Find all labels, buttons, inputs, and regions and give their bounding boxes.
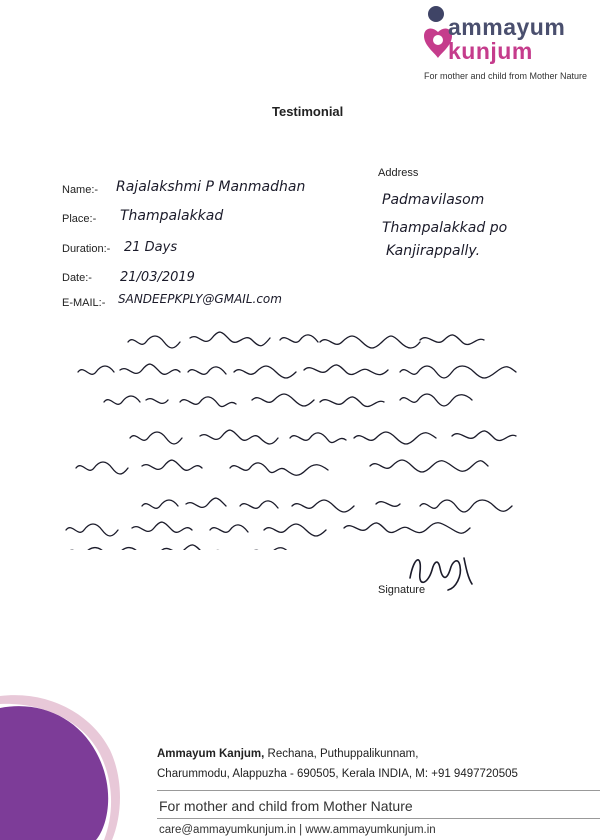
- footer-tagline: For mother and child from Mother Nature: [159, 798, 413, 814]
- footer-divider-top: [157, 790, 600, 791]
- address-label: Address: [378, 167, 419, 179]
- field-label-place: Place:-: [62, 213, 97, 225]
- field-label-email: E-MAIL:-: [62, 297, 106, 309]
- brand-name-line2: kunjum: [448, 38, 533, 64]
- address-line-2: Thampalakkad po: [382, 220, 508, 236]
- field-value-place: Thampalakkad: [120, 208, 224, 224]
- field-value-name: Rajalakshmi P Manmadhan: [116, 179, 306, 195]
- signature-label: Signature: [378, 584, 426, 596]
- handwritten-testimonial-body: [20, 320, 580, 550]
- address-line-1: Padmavilasom: [382, 192, 485, 208]
- footer-company-name: Ammayum Kanjum,: [157, 748, 265, 760]
- field-label-duration: Duration:-: [62, 243, 111, 255]
- field-value-date: 21/03/2019: [120, 270, 195, 285]
- footer-address-line1: [157, 748, 418, 760]
- footer-address-rest: Rechana, Puthuppalikunnam,: [264, 748, 419, 760]
- address-line-3: Kanjirappally.: [386, 243, 481, 259]
- field-label-date: Date:-: [62, 272, 92, 284]
- brand-name-line1: ammayum: [448, 14, 566, 40]
- footer-divider-bottom: [157, 818, 600, 819]
- footer-contact[interactable]: care@ammayumkunjum.in | www.ammayumkunjum.in: [159, 824, 436, 836]
- field-value-email: SANDEEPKPLY@GMAIL.com: [118, 292, 282, 306]
- page-title: Testimonial: [272, 104, 344, 119]
- footer-address-line2: Charummodu, Alappuzha - 690505, Kerala INDIA, M: +91 9497720505: [157, 768, 518, 780]
- brand-tagline: For mother and child from Mother Nature: [424, 71, 588, 81]
- field-value-duration: 21 Days: [124, 240, 178, 255]
- footer-decoration: [0, 690, 150, 840]
- field-label-name: Name:-: [62, 184, 99, 196]
